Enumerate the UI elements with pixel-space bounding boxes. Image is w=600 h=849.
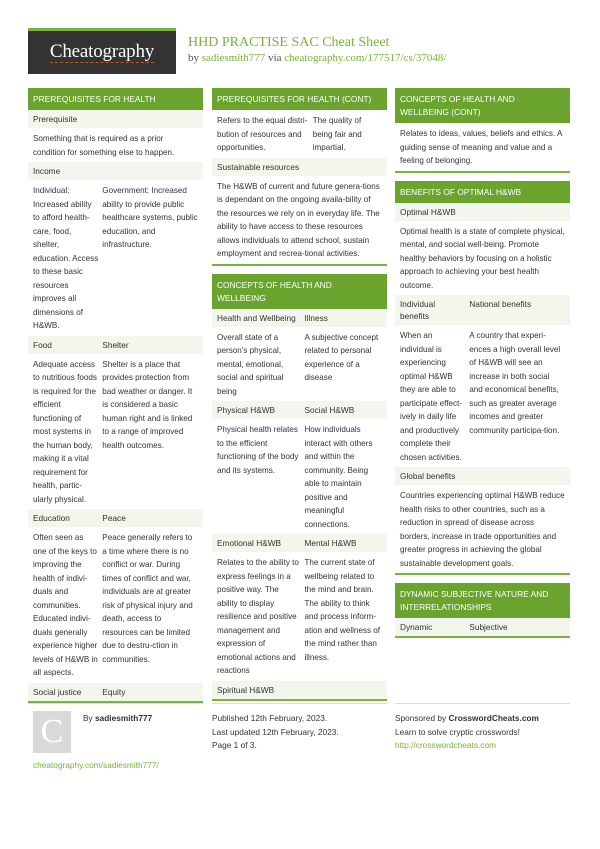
author-link[interactable]: sadiesmith777 <box>201 52 266 64</box>
profile-link[interactable]: cheatography.com/sadiesmith777/ <box>33 760 159 770</box>
column-2 <box>212 88 387 709</box>
section-concepts <box>212 274 387 701</box>
footer-author-name[interactable]: sadiesmith777 <box>95 713 153 723</box>
avatar: C <box>33 711 71 753</box>
section-benefits <box>395 181 570 576</box>
row-heading: Individual benefits National benefits <box>395 295 570 325</box>
section-heading: PREREQUISITES FOR HEALTH (CONT) <box>212 88 387 110</box>
row-text: Overall state of a person's physical, mental, emotional, social and spiritual being A subjective concept related to personal experience of a disease <box>217 332 379 396</box>
section-heading: BENEFITS OF OPTIMAL H&WB <box>395 181 570 203</box>
row-text: Adequate access to nutritious foods is required for the efficient functioning of most systems in the human body, making it a vital requirement for health, partic-ularly physical. Shelter is a place that provides protection from bad weather or danger. It is considered a basic human right and is linked to a range of improved health outcomes. <box>33 359 193 504</box>
page-header <box>28 28 446 74</box>
row-heading: Prerequisite <box>28 110 203 128</box>
byline: by sadiesmith777 via cheatography.com/177517/cs/37048/ <box>188 52 447 64</box>
footer-author: C By sadiesmith777 cheatography.com/sadiesmith777/ <box>28 703 203 773</box>
row-heading: Dynamic Subjective <box>395 618 570 636</box>
section-heading: CONCEPTS OF HEALTH AND WELLBEING <box>212 274 387 309</box>
cheatography-logo[interactable]: Cheatography <box>28 28 176 74</box>
row-heading: Spiritual H&WB <box>212 681 387 699</box>
row-text: Physical health relates to the efficient functioning of the body and its systems. How individuals interact with others and within the community. Being able to maintain positive and meaningful connections. <box>217 425 373 529</box>
row-heading: Global benefits <box>395 467 570 485</box>
section-prerequisites <box>28 88 203 703</box>
column-1 <box>28 88 203 711</box>
sponsor-link[interactable]: http://crosswordcheats.com <box>395 740 496 750</box>
row-heading: Sustainable resources <box>212 158 387 176</box>
row-heading: Physical H&WB Social H&WB <box>212 401 387 419</box>
row-text: Countries experiencing optimal H&WB reduce health risks to other countries, such as a reduction in spread of disease across borders, increase in trade opportunities and greater progress in achieving the global sustainable development goals. <box>400 491 565 568</box>
row-text: When an individual is experiencing optimal H&WB they are able to participate effect-ively in daily life and productively complete their chosen activities. A country that experi-ences a high overall level of H&WB will see an increase in both social and economical benefits, such as greater average incomes and greater community participa-tion. <box>400 331 561 462</box>
updated-date: Last updated 12th February, 2023. <box>212 726 339 737</box>
row-text: Optimal health is a state of complete physical, mental, and social well-being. Promote healthy behaviors by focusing on a holistic approach to achieving your best health outcome. <box>400 226 565 290</box>
footer-sponsor: Sponsored by CrosswordCheats.com Learn to solve cryptic crosswords! http://crosswordcheats.com <box>395 703 570 753</box>
row-text: Relates to ideas, values, beliefs and ethics. A guiding sense of meaning and value and a feeling of belonging. <box>400 129 562 165</box>
sheet-url-link[interactable]: cheatography.com/177517/cs/37048/ <box>284 52 447 64</box>
row-text: The H&WB of current and future genera-tions is dependant on the ongoing availa-bility of the resources we rely on in everyday life. The ability to have access to these resources allows individuals to attend school, sustain employment and recrea-tional activities. <box>217 181 380 258</box>
row-heading: Optimal H&WB <box>395 203 570 221</box>
row-heading: Emotional H&WB Mental H&WB <box>212 534 387 552</box>
footer-dates <box>212 703 387 753</box>
page-number: Page 1 of 3. <box>212 740 257 750</box>
row-text: Relates to the ability to express feelings in a positive way. The ability to display resilience and positive management and expression of emotional actions and reactions The current state of wellbeing related to the mind and brain. The ability to think and process inform-ation and wellness of the mind rather than illness. <box>217 558 381 675</box>
section-heading: PREREQUISITES FOR HEALTH <box>28 88 203 110</box>
row-text: Something that is required as a prior condition for something else to happen. <box>33 134 175 157</box>
row-heading: Income <box>28 162 203 180</box>
section-prerequisites-cont <box>212 88 387 266</box>
column-3 <box>395 88 570 646</box>
row-text: Often seen as one of the keys to improving the health of indivi-duals and communities. Educated indivi-duals generally experience higher levels of H&WB in all aspects. Peace generally refers to a time where there is no conflict or war. During times of conflict and war, individuals are at greater risk of physical injury and death, access to resources can be limited due to destru-ction in communities. <box>33 533 193 677</box>
sheet-title: HHD PRACTISE SAC Cheat Sheet <box>188 35 390 50</box>
sponsor-name: CrosswordCheats.com <box>448 713 539 723</box>
section-dynamic <box>395 583 570 638</box>
row-heading: Health and Wellbeing Illness <box>212 309 387 327</box>
row-heading: Social justice Equity <box>28 683 203 701</box>
published-date: Published 12th February, 2023. <box>212 713 328 723</box>
section-concepts-cont <box>395 88 570 173</box>
row-heading: Food Shelter <box>28 336 203 354</box>
sponsor-tagline: Learn to solve cryptic crosswords! <box>395 726 520 737</box>
section-heading: CONCEPTS OF HEALTH AND WELLBEING (CONT) <box>395 88 570 123</box>
section-heading: DYNAMIC SUBJECTIVE NATURE AND INTERRELATIONSHIPS <box>395 583 570 618</box>
row-text: Refers to the equal distri-bution of resources and opportunities. The quality of being fair and impartial. <box>217 116 362 152</box>
row-text: Individual: Increased ability to afford health-care, food, shelter, education. Access to these basic resources improves all dimensions of H&WB. Government: Increased ability to provide public healthcare systems, public education, and infrastructure. <box>33 186 198 330</box>
row-heading: Education Peace <box>28 509 203 527</box>
